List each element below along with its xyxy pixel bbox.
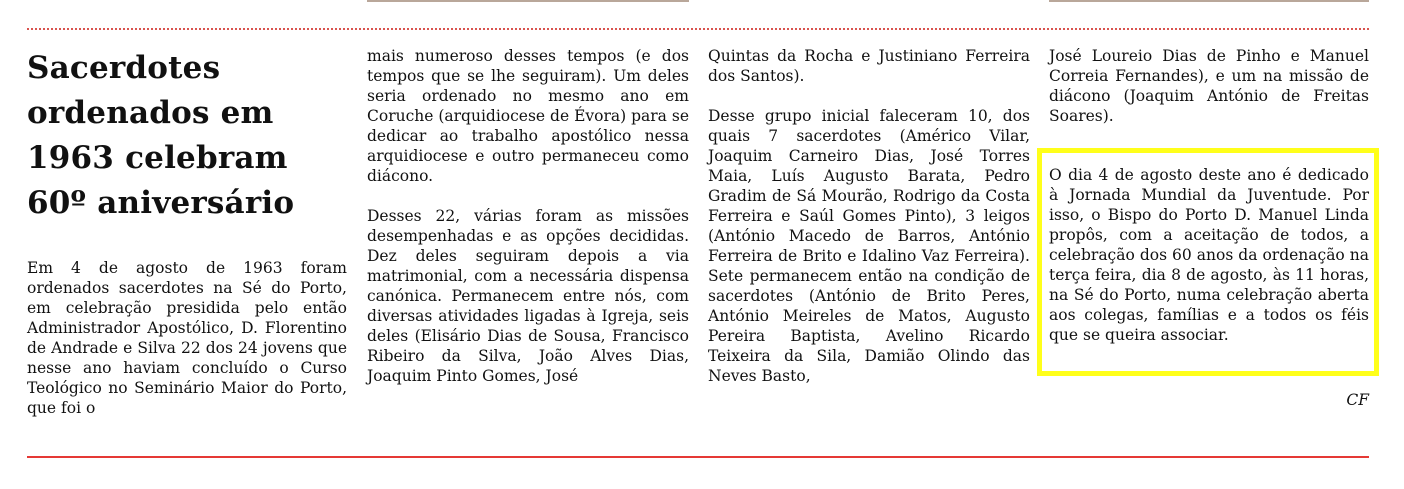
column-3-paragraph-2: Desse grupo inicial faleceram 10, dos quais 7 sacerdotes (Américo Vilar, Joaquim Carneiro Dias, José Torres Maia, Luís Augusto Barata, Pedro Gradim de Sá Mourão, Rodrigo da Costa Ferreira e Saúl Gomes Pinto), 3 leigos (António Macedo de Barros, António Ferreira de Brito e Idalino Vaz Ferreira). Sete permanecem então na condição de sacerdotes (António de Brito Peres, António Meireles de Matos, Augusto Pereira Baptista, Avelino Ricardo Teixeira da Sila, Damião Olindo das Neves Basto, bbox=[708, 107, 1030, 385]
highlight-box-text: O dia 4 de agosto deste ano é dedicado à Jornada Mundial da Juventude. Por isso, o Bispo do Porto D. Manuel Linda propôs, com a aceitação de todos, a celebração dos 60 anos da ordenação na terça feira, dia 8 de agosto, às 11 horas, na Sé do Porto, numa celebração aberta aos colegas, famílias e a todos os féis que se queira associar. bbox=[1049, 166, 1369, 344]
author-signature: CF bbox=[1346, 391, 1369, 409]
column-3-paragraph-1: Quintas da Rocha e Justiniano Ferreira dos Santos). bbox=[708, 47, 1030, 85]
bottom-rule bbox=[27, 456, 1369, 458]
top-dotted-rule bbox=[27, 28, 1369, 30]
column-2 bbox=[367, 46, 689, 406]
column-4-paragraph-1: José Loureio Dias de Pinho e Manuel Correia Fernandes), e um na missão de diácono (Joaquim António de Freitas Soares). bbox=[1049, 47, 1369, 125]
top-rule-stub-left bbox=[367, 0, 689, 2]
column-2-paragraph-2: Desses 22, várias foram as missões desempenhadas e as opções decididas. Dez deles seguiram depois a via matrimonial, com a necessária dispensa canónica. Permanecem entre nós, com diversas atividades ligadas à Igreja, seis deles (Elisário Dias de Sousa, Francisco Ribeiro da Silva, João Alves Dias, Joaquim Pinto Gomes, José bbox=[367, 207, 689, 385]
column-4 bbox=[1049, 46, 1369, 146]
column-1 bbox=[27, 46, 347, 438]
top-rule-stub-right bbox=[1049, 0, 1369, 2]
article-headline: Sacerdotes ordenados em 1963 celebram 60º aniversário bbox=[27, 50, 295, 221]
column-1-paragraph: Em 4 de agosto de 1963 foram ordenados sacerdotes na Sé do Porto, em celebração presidida pelo então Administrador Apostólico, D. Florentino de Andrade e Silva 22 dos 24 jovens que nesse ano haviam concluído o Curso Teológico no Seminário Maior do Porto, que foi o bbox=[27, 259, 347, 417]
column-3 bbox=[708, 46, 1030, 406]
column-2-paragraph-1: mais numeroso desses tempos (e dos tempos que se lhe seguiram). Um deles seria ordenado no mesmo ano em Coruche (arquidiocese de Évora) para se dedicar ao trabalho apostólico nessa arquidiocese e outro permaneceu como diácono. bbox=[367, 47, 689, 185]
